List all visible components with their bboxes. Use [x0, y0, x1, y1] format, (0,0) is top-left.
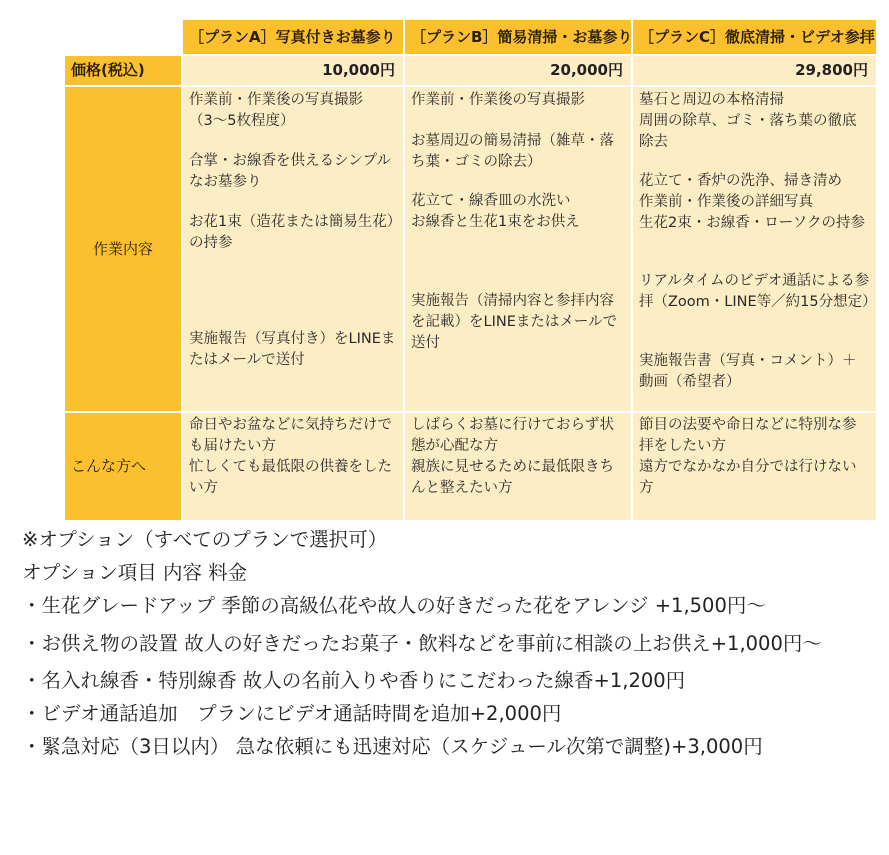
work-item: 花立て・線香皿の水洗い — [411, 193, 571, 209]
header-plan-b: ［プランB］簡易清掃・お墓参り — [405, 20, 631, 54]
option-item: ・名入れ線香・特別線香 故人の名前入りや香りにこだわった線香+1,200円 — [22, 669, 686, 692]
work-item: 作業前・作業後の詳細写真 — [639, 194, 813, 210]
target-item: 遠方でなかなか自分では行けない方 — [639, 459, 857, 496]
header-plan-a: ［プランA］写真付きお墓参り — [183, 20, 403, 54]
price-row-label: 価格(税込) — [65, 56, 181, 85]
target-item: 親族に見せるために最低限きちんと整えたい方 — [411, 459, 614, 496]
work-item: お線香と生花1束をお供え — [411, 214, 580, 230]
work-item: 墓石と周辺の本格清掃 — [639, 92, 784, 108]
options-title: ※オプション（すべてのプランで選択可） — [22, 528, 388, 551]
work-plan-c — [633, 87, 876, 411]
option-item: ・緊急対応（3日以内） 急な依頼にも迅速対応（スケジュール次第で調整)+3,000円 — [22, 735, 763, 758]
target-plan-b — [405, 413, 631, 520]
work-item: リアルタイムのビデオ通話による参拝（Zoom・LINE等／約15分想定） — [639, 273, 877, 310]
work-item: 実施報告書（写真・コメント）＋動画（希望者） — [639, 353, 857, 390]
target-item: 命日やお盆などに気持ちだけでも届けたい方 — [189, 417, 392, 454]
work-item: 作業前・作業後の写真撮影（3〜5枚程度） — [189, 92, 363, 129]
work-item: 生花2束・お線香・ローソクの持参 — [639, 215, 865, 231]
target-plan-a — [183, 413, 403, 520]
target-item: しばらくお墓に行けておらず状態が心配な方 — [411, 417, 614, 454]
price-plan-a: 10,000円 — [183, 56, 403, 85]
option-item: ・生花グレードアップ 季節の高級仏花や故人の好きだった花をアレンジ +1,500円〜 — [22, 594, 766, 617]
work-plan-a — [183, 87, 403, 411]
options-columns: オプション項目 内容 料金 — [22, 561, 248, 584]
target-item: 忙しくても最低限の供養をしたい方 — [189, 459, 392, 496]
work-plan-b — [405, 87, 631, 411]
option-item: ・お供え物の設置 故人の好きだったお菓子・飲料などを事前に相談の上お供え+1,000円〜 — [22, 632, 822, 655]
work-item: お墓周辺の簡易清掃（雑草・落ち葉・ゴミの除去） — [411, 133, 614, 170]
work-item: 合掌・お線香を供えるシンプルなお墓参り — [189, 153, 392, 190]
price-plan-b: 20,000円 — [405, 56, 631, 85]
work-item: 花立て・香炉の洗浄、掃き清め — [639, 173, 842, 189]
work-item: お花1束（造花または簡易生花）の持参 — [189, 214, 394, 251]
work-item: 作業前・作業後の写真撮影 — [411, 92, 585, 108]
options-section — [22, 527, 882, 767]
price-plan-c: 29,800円 — [633, 56, 876, 85]
target-item: 節目の法要や命日などに特別な参拝をしたい方 — [639, 417, 857, 454]
target-plan-c — [633, 413, 876, 520]
work-item: 実施報告（清掃内容と参拝内容を記載）をLINEまたはメールで送付 — [411, 293, 618, 351]
option-item: ・ビデオ通話追加 プランにビデオ通話時間を追加+2,000円 — [22, 702, 562, 725]
target-row-label: こんな方へ — [65, 413, 181, 520]
header-plan-c: ［プランC］徹底清掃・ビデオ参拝 — [633, 20, 876, 54]
work-item: 周囲の除草、ゴミ・落ち葉の徹底除去 — [639, 113, 857, 150]
work-item: 実施報告（写真付き）をLINEまたはメールで送付 — [189, 331, 396, 368]
work-row-label: 作業内容 — [65, 87, 181, 411]
